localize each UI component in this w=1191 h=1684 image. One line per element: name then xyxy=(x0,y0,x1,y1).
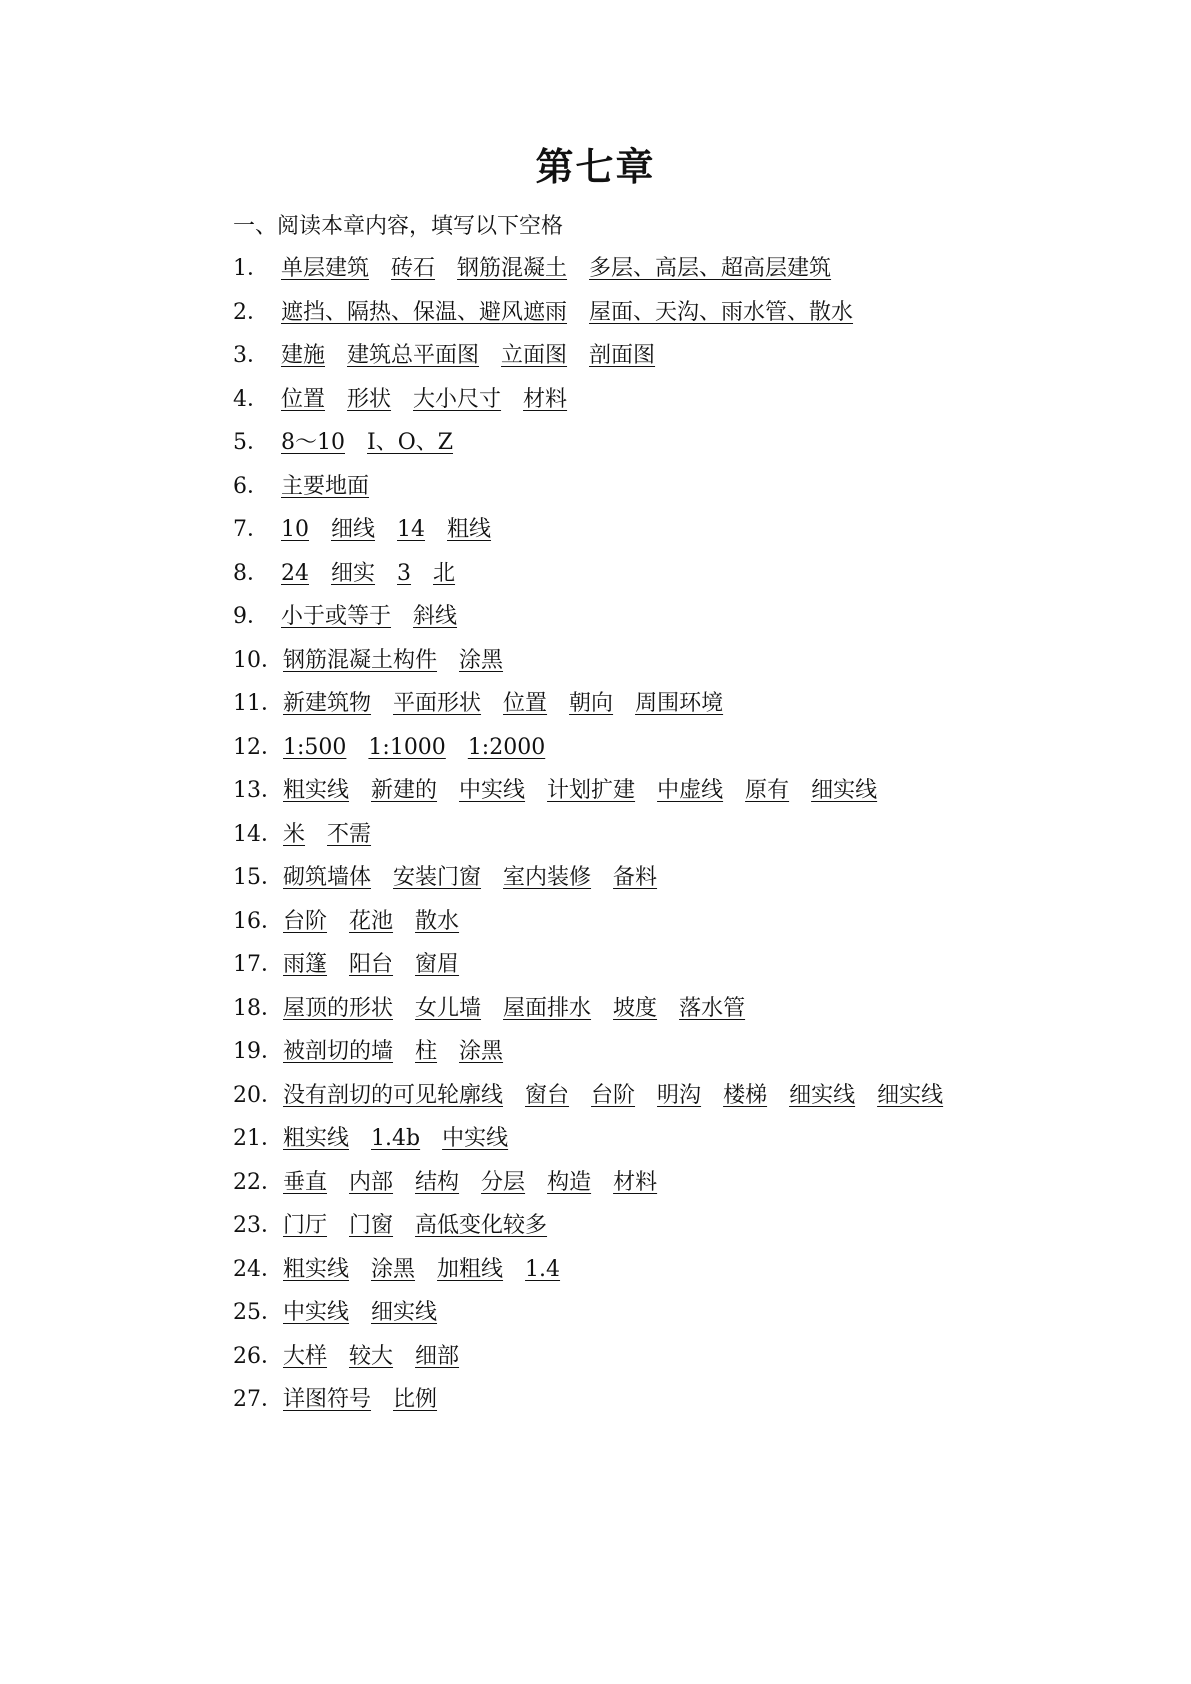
answer-blank: 详图符号 xyxy=(283,1387,372,1412)
item-answers xyxy=(283,647,504,673)
answer-blank: 1.4b xyxy=(371,1126,421,1151)
answer-line xyxy=(233,414,453,454)
answer-blank: 被剖切的墙 xyxy=(283,1039,394,1064)
answer-blank: 遮挡、隔热、保温、避风遮雨 xyxy=(281,299,568,325)
answer-blank: 花池 xyxy=(349,908,394,934)
item-number: 26． xyxy=(233,1343,283,1369)
item-answers xyxy=(281,560,456,586)
answer-blank: 台阶 xyxy=(591,1082,636,1108)
answer-blank: 原有 xyxy=(745,778,790,803)
answer-blank: 女儿墙 xyxy=(415,995,482,1021)
page-title: 第七章 xyxy=(535,144,656,189)
answer-line xyxy=(233,1154,657,1194)
answer-blank: 备料 xyxy=(613,865,658,890)
answer-blank: 屋面排水 xyxy=(503,995,592,1021)
item-answers xyxy=(281,345,655,367)
answer-line xyxy=(233,371,567,411)
answer-blank: 3 xyxy=(397,560,412,586)
answer-blank: 细实 xyxy=(331,560,376,586)
answer-blank: 落水管 xyxy=(679,995,746,1021)
answer-line xyxy=(233,980,745,1020)
answer-blank: 大样 xyxy=(283,1343,328,1369)
answer-blank: 细实线 xyxy=(371,1300,438,1325)
answer-blank: 散水 xyxy=(415,908,460,934)
answer-blank: 建施 xyxy=(281,343,326,368)
answer-blank: 楼梯 xyxy=(723,1082,768,1108)
item-number: 4． xyxy=(233,386,269,412)
answer-blank: 不需 xyxy=(327,821,372,847)
answer-blank: 形状 xyxy=(347,386,392,412)
item-answers xyxy=(283,1082,944,1108)
answer-blank: 主要地面 xyxy=(281,473,370,499)
answer-blank: 细实线 xyxy=(789,1082,856,1108)
item-answers xyxy=(283,693,723,715)
item-number: 21． xyxy=(233,1126,283,1151)
item-number: 9． xyxy=(233,604,269,629)
answer-blank: 24 xyxy=(281,560,309,586)
answer-blank: 细线 xyxy=(331,517,376,542)
answer-blank: 钢筋混凝土构件 xyxy=(283,647,438,673)
answer-line xyxy=(233,1110,508,1150)
item-answers xyxy=(281,258,831,280)
answer-blank: 中实线 xyxy=(283,1300,350,1325)
answer-blank: 分层 xyxy=(481,1169,526,1195)
answer-blank: 1.4 xyxy=(525,1256,561,1282)
answer-blank: 构造 xyxy=(547,1169,592,1195)
answer-blank: 细实线 xyxy=(877,1082,944,1108)
item-answers xyxy=(283,1256,561,1282)
item-number: 24． xyxy=(233,1256,283,1282)
answer-line xyxy=(233,501,491,541)
item-answers xyxy=(283,908,460,934)
item-answers xyxy=(283,821,372,847)
answer-line xyxy=(233,458,369,498)
answer-blank: 比例 xyxy=(393,1387,438,1412)
answer-blank: 立面图 xyxy=(501,343,568,368)
answer-line xyxy=(233,1197,547,1237)
answer-blank: 8～10 xyxy=(281,430,345,455)
answer-blank: 粗实线 xyxy=(283,1256,350,1282)
answer-blank: 涂黑 xyxy=(459,647,504,673)
item-number: 13． xyxy=(233,778,283,803)
item-answers xyxy=(281,473,370,499)
item-answers xyxy=(283,867,657,889)
item-answers xyxy=(281,606,457,628)
item-number: 10． xyxy=(233,647,283,673)
item-answers xyxy=(283,1389,437,1411)
answer-line xyxy=(233,675,723,715)
answer-line xyxy=(233,762,877,802)
answer-blank: 材料 xyxy=(613,1169,658,1195)
item-number: 23． xyxy=(233,1213,283,1238)
answer-blank: 10 xyxy=(281,517,309,542)
answer-blank: 北 xyxy=(433,560,456,586)
item-number: 5． xyxy=(233,430,269,455)
answer-blank: 建筑总平面图 xyxy=(347,343,480,368)
answer-blank: 细实线 xyxy=(811,778,878,803)
answer-line xyxy=(233,1284,437,1324)
answer-blank: 米 xyxy=(283,821,306,847)
answer-blank: 阳台 xyxy=(349,952,394,977)
answer-blank: 1:1000 xyxy=(368,734,446,760)
answer-blank: 屋面、天沟、雨水管、散水 xyxy=(589,299,854,325)
answer-blank: 台阶 xyxy=(283,908,328,934)
answer-blank: 内部 xyxy=(349,1169,394,1195)
item-answers xyxy=(283,1169,658,1195)
item-answers xyxy=(283,995,746,1021)
item-answers xyxy=(283,1128,508,1150)
answer-blank: 位置 xyxy=(503,691,548,716)
item-answers xyxy=(283,954,459,976)
answer-blank: 中实线 xyxy=(459,778,526,803)
answer-blank: 门厅 xyxy=(283,1213,328,1238)
answer-blank: 周围环境 xyxy=(635,691,724,716)
answer-blank: 计划扩建 xyxy=(547,778,636,803)
answer-line xyxy=(233,1023,503,1063)
item-number: 17． xyxy=(233,952,283,977)
answer-line xyxy=(233,588,457,628)
item-answers xyxy=(283,1302,437,1324)
answer-blank: 1:500 xyxy=(283,734,347,760)
item-number: 16． xyxy=(233,908,283,934)
item-number: 25． xyxy=(233,1300,283,1325)
answer-blank: 涂黑 xyxy=(371,1256,416,1282)
answer-blank: 较大 xyxy=(349,1343,394,1369)
answer-blank: 砖石 xyxy=(391,256,436,281)
item-answers xyxy=(283,780,877,802)
answer-line xyxy=(233,1371,437,1411)
answer-blank: 细部 xyxy=(415,1343,460,1369)
answer-blank: 坡度 xyxy=(613,995,658,1021)
section-heading: 一、阅读本章内容，填写以下空格 xyxy=(233,214,564,239)
answer-blank: 位置 xyxy=(281,386,326,412)
item-answers xyxy=(283,1343,460,1369)
answer-line xyxy=(233,1328,459,1368)
item-number: 15． xyxy=(233,865,283,890)
answer-blank: 平面形状 xyxy=(393,691,482,716)
answer-blank: 大小尺寸 xyxy=(413,386,502,412)
answer-blank: 没有剖切的可见轮廓线 xyxy=(283,1082,504,1108)
answer-blank: 安装门窗 xyxy=(393,865,482,890)
item-number: 3． xyxy=(233,343,269,368)
answer-blank: 中虚线 xyxy=(657,778,724,803)
answer-line xyxy=(233,893,459,933)
answer-blank: 剖面图 xyxy=(589,343,656,368)
answer-line xyxy=(233,1241,560,1281)
answer-blank: 窗眉 xyxy=(415,952,460,977)
answer-blank: 新建筑物 xyxy=(283,691,372,716)
answer-blank: 粗实线 xyxy=(283,1126,350,1151)
item-number: 12． xyxy=(233,734,283,760)
answer-blank: 新建的 xyxy=(371,778,438,803)
answer-line xyxy=(233,936,459,976)
answer-line xyxy=(233,632,503,672)
answer-line xyxy=(233,545,455,585)
answer-blank: 1:2000 xyxy=(467,734,546,760)
answer-blank: 柱 xyxy=(415,1039,438,1064)
answer-blank: 结构 xyxy=(415,1169,460,1195)
answer-line xyxy=(233,240,831,280)
answer-blank: 雨篷 xyxy=(283,952,328,977)
answer-line xyxy=(233,719,545,759)
answer-blank: 加粗线 xyxy=(437,1256,504,1282)
item-answers xyxy=(283,1041,503,1063)
item-number: 18． xyxy=(233,995,283,1021)
answer-blank: 门窗 xyxy=(349,1213,394,1238)
item-number: 6． xyxy=(233,473,269,499)
answer-blank: 屋顶的形状 xyxy=(283,995,394,1021)
answer-line xyxy=(233,849,657,889)
answer-blank: 窗台 xyxy=(525,1082,570,1108)
item-answers xyxy=(283,734,546,760)
item-answers xyxy=(281,299,854,325)
item-number: 1． xyxy=(233,256,269,281)
item-number: 27． xyxy=(233,1387,283,1412)
item-number: 14． xyxy=(233,821,283,847)
answer-line xyxy=(233,1067,943,1107)
item-answers xyxy=(281,519,491,541)
answer-blank: 室内装修 xyxy=(503,865,592,890)
item-answers xyxy=(283,1215,547,1237)
answer-blank: 材料 xyxy=(523,386,568,412)
answer-blank: 14 xyxy=(397,517,426,542)
answer-blank: 高低变化较多 xyxy=(415,1213,548,1238)
item-number: 11． xyxy=(233,691,283,716)
item-answers xyxy=(281,432,453,454)
answer-blank: 砌筑墙体 xyxy=(283,865,372,890)
answer-blank: 中实线 xyxy=(442,1126,509,1151)
answer-blank: 小于或等于 xyxy=(281,604,392,629)
answer-line xyxy=(233,806,371,846)
item-number: 7． xyxy=(233,517,269,542)
answer-blank: 单层建筑 xyxy=(281,256,370,281)
answer-line xyxy=(233,284,853,324)
item-number: 22． xyxy=(233,1169,283,1195)
answer-blank: 粗实线 xyxy=(283,778,350,803)
answer-line xyxy=(233,327,655,367)
item-number: 20． xyxy=(233,1082,283,1108)
item-number: 8． xyxy=(233,560,269,586)
answer-blank: I、O、Z xyxy=(367,430,454,455)
answer-blank: 涂黑 xyxy=(459,1039,504,1064)
answer-blank: 垂直 xyxy=(283,1169,328,1195)
answer-blank: 朝向 xyxy=(569,691,614,716)
answer-blank: 粗线 xyxy=(447,517,492,542)
answer-blank: 多层、高层、超高层建筑 xyxy=(589,256,832,281)
answer-blank: 钢筋混凝土 xyxy=(457,256,568,281)
answer-blank: 斜线 xyxy=(413,604,458,629)
item-number: 19． xyxy=(233,1039,283,1064)
item-number: 2． xyxy=(233,299,269,325)
answer-blank: 明沟 xyxy=(657,1082,702,1108)
item-answers xyxy=(281,386,568,412)
